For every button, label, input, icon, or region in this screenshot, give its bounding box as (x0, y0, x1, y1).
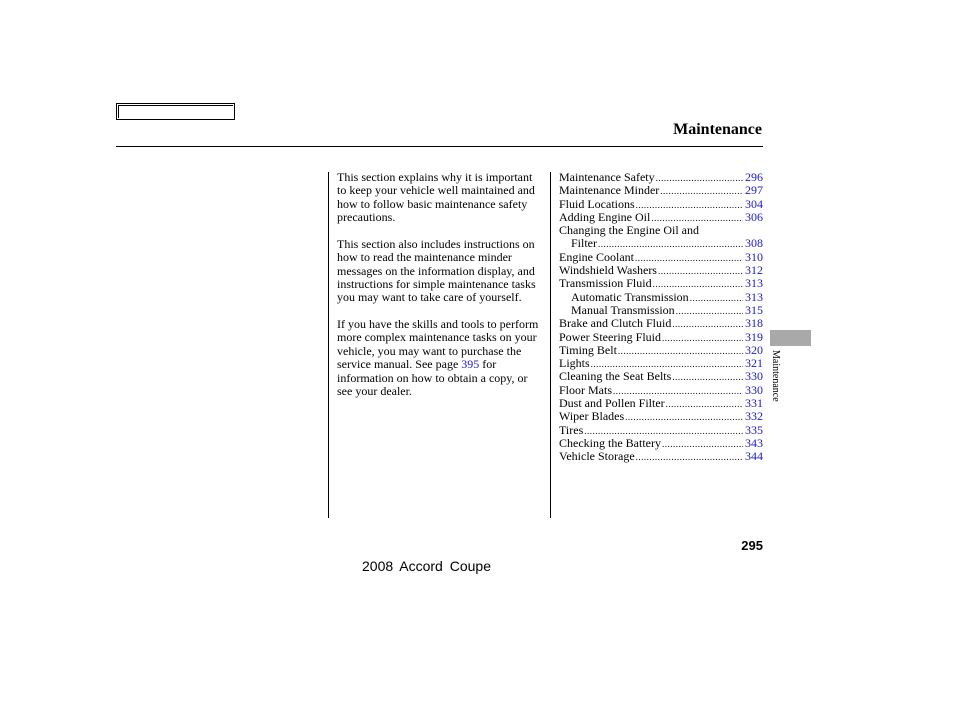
toc-item-engine-coolant[interactable] (559, 251, 763, 264)
toc-item-tires[interactable] (559, 424, 763, 437)
toc-item-changing-engine-oil (559, 224, 763, 237)
toc-item-wiper-blades[interactable] (559, 410, 763, 423)
toc-page-link[interactable]: 304 (745, 196, 763, 211)
toc-item-filter[interactable] (559, 237, 763, 250)
toc-item-label: Wiper Blades (559, 409, 625, 424)
header-box (116, 103, 235, 120)
toc-page-link[interactable]: 318 (745, 316, 763, 331)
toc-item-brake-clutch-fluid[interactable] (559, 317, 763, 330)
toc-item-label: Fluid Locations (559, 196, 635, 211)
toc-item-automatic-transmission[interactable] (559, 291, 763, 304)
toc-item-label: Engine Coolant (559, 249, 634, 264)
toc-item-label: Checking the Battery (559, 435, 661, 450)
toc-item-transmission-fluid[interactable] (559, 277, 763, 290)
toc-item-manual-transmission[interactable] (559, 304, 763, 317)
table-of-contents (559, 171, 763, 464)
toc-page-link[interactable]: 330 (745, 369, 763, 384)
toc-item-label: Timing Belt (559, 342, 617, 357)
toc-leader-dots (625, 411, 743, 424)
toc-item-label: Power Steering Fluid (559, 329, 661, 344)
toc-page-link[interactable]: 319 (745, 329, 763, 344)
toc-item-checking-battery[interactable] (559, 437, 763, 450)
toc-page-link[interactable]: 344 (745, 449, 763, 464)
toc-page-link[interactable]: 335 (745, 422, 763, 437)
toc-item-label: Dust and Pollen Filter (559, 396, 665, 411)
toc-leader-dots (636, 451, 743, 464)
toc-item-label: Automatic Transmission (571, 289, 689, 304)
toc-item-label: Brake and Clutch Fluid (559, 316, 672, 331)
toc-page-link[interactable]: 343 (745, 435, 763, 450)
toc-leader-dots (662, 332, 743, 345)
toc-page-link[interactable]: 313 (745, 289, 763, 304)
toc-page-link[interactable]: 297 (745, 183, 763, 198)
page-number: 295 (741, 538, 763, 553)
toc-item-timing-belt[interactable] (559, 344, 763, 357)
side-tab-label: Maintenance (770, 350, 781, 402)
toc-item-label: Tires (559, 422, 584, 437)
toc-item-label: Manual Transmission (571, 302, 675, 317)
toc-item-dust-pollen-filter[interactable] (559, 397, 763, 410)
toc-page-link[interactable]: 331 (745, 396, 763, 411)
toc-leader-dots (676, 305, 743, 318)
toc-leader-dots (672, 371, 743, 384)
toc-leader-dots (660, 185, 743, 198)
toc-page-link[interactable]: 313 (745, 276, 763, 291)
toc-leader-dots (636, 199, 743, 212)
toc-item-label: Filter (571, 236, 597, 251)
column-divider-middle (550, 172, 551, 518)
toc-item-maintenance-minder[interactable] (559, 184, 763, 197)
toc-leader-dots (672, 318, 743, 331)
toc-page-link[interactable]: 296 (745, 170, 763, 184)
page-title: Maintenance (673, 121, 762, 138)
intro-text (337, 171, 542, 412)
toc-leader-dots (662, 438, 743, 451)
toc-page-link[interactable]: 312 (745, 263, 763, 278)
toc-item-label: Maintenance Minder (559, 183, 660, 198)
toc-item-floor-mats[interactable] (559, 384, 763, 397)
toc-leader-dots (666, 398, 743, 411)
toc-page-link[interactable]: 315 (745, 302, 763, 317)
toc-item-label: Lights (559, 356, 590, 371)
toc-item-fluid-locations[interactable] (559, 198, 763, 211)
intro-paragraph-2: This section also includes instructions on how to read the maintenance minder messages on the information display, and instructions for simple maintenance tasks you may want to take care of yourself. (337, 236, 536, 305)
toc-page-link[interactable]: 320 (745, 342, 763, 357)
page-link-395[interactable]: 395 (461, 357, 480, 372)
toc-item-lights[interactable] (559, 357, 763, 370)
toc-item-cleaning-seat-belts[interactable] (559, 370, 763, 383)
title-divider (116, 146, 763, 147)
footer-model-name: 2008 Accord Coupe (362, 558, 491, 574)
column-divider-left (328, 172, 329, 518)
intro-paragraph-3-text: If you have the skills and tools to perform more complex maintenance tasks on your vehicle, you may want to purchase the service manual. See page (337, 317, 539, 372)
toc-leader-dots (618, 345, 743, 358)
intro-paragraph-3-text-end: for information on how to obtain a copy, or see your dealer. (337, 357, 528, 399)
toc-page-link[interactable]: 308 (745, 236, 763, 251)
toc-item-power-steering-fluid[interactable] (559, 331, 763, 344)
intro-paragraph-3 (337, 318, 542, 398)
toc-item-label: Cleaning the Seat Belts (559, 369, 672, 384)
toc-page-link[interactable]: 332 (745, 409, 763, 424)
toc-item-windshield-washers[interactable] (559, 264, 763, 277)
toc-page-link[interactable]: 321 (745, 356, 763, 371)
toc-item-label: Windshield Washers (559, 263, 657, 278)
toc-page-link[interactable]: 310 (745, 249, 763, 264)
toc-page-link[interactable]: 330 (745, 382, 763, 397)
toc-page-link[interactable]: 306 (745, 209, 763, 224)
toc-item-label: Transmission Fluid (559, 276, 652, 291)
toc-item-label: Changing the Engine Oil and (559, 223, 699, 238)
toc-leader-dots (656, 172, 743, 185)
toc-item-maintenance-safety[interactable] (559, 171, 763, 184)
toc-leader-dots (658, 265, 743, 278)
intro-paragraph-1: This section explains why it is important to keep your vehicle well maintained and how to follow basic maintenance safety precautions. (337, 170, 535, 225)
toc-item-label: Vehicle Storage (559, 449, 635, 464)
toc-item-label: Floor Mats (559, 382, 613, 397)
toc-item-vehicle-storage[interactable] (559, 450, 763, 463)
toc-item-label: Maintenance Safety (559, 170, 655, 184)
toc-item-label: Adding Engine Oil (559, 209, 651, 224)
toc-item-adding-engine-oil[interactable] (559, 211, 763, 224)
toc-leader-dots (690, 292, 743, 305)
section-side-tab (770, 330, 811, 346)
